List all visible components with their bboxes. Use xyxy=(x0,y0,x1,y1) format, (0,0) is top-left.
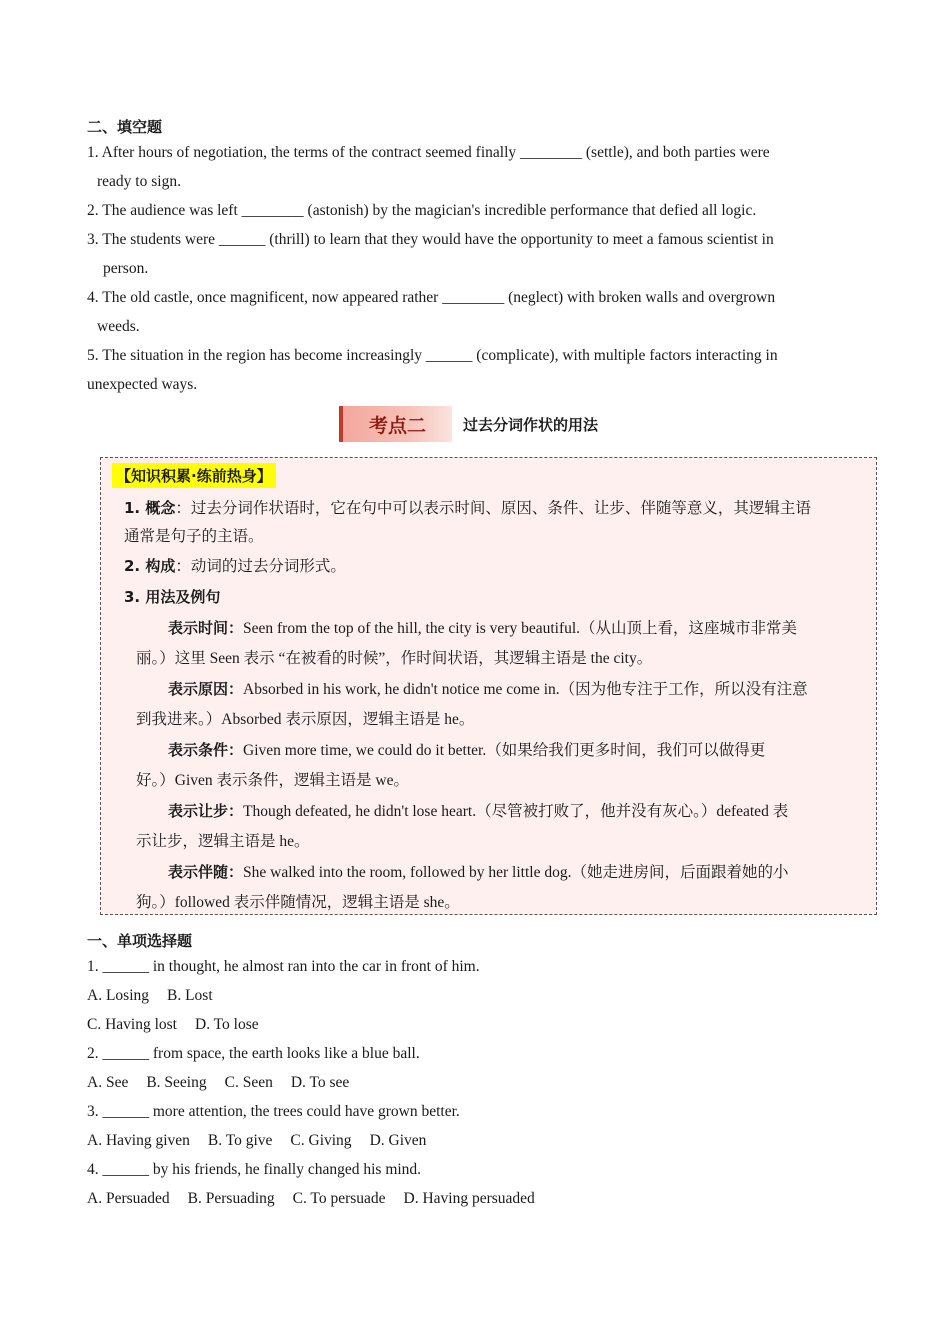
concept-line-2: 通常是句子的主语。 xyxy=(124,528,264,545)
concept-line xyxy=(124,493,864,524)
question-4-stem: 4. ______ by his friends, he finally changed his mind. xyxy=(87,1161,422,1178)
example-text: Absorbed in his work, he didn't notice me come in.（因为他专注于工作，所以没有注意 xyxy=(243,681,808,698)
option-a[interactable]: A. Losing xyxy=(87,987,149,1004)
option-b[interactable]: B. Persuading xyxy=(187,1190,275,1207)
example-label: 表示原因： xyxy=(168,680,244,698)
example-text: Though defeated, he didn't lose heart.（尽管被打败了，他并没有灰心。）defeated 表 xyxy=(243,803,789,820)
example-concession xyxy=(136,796,864,857)
fill-item-1 xyxy=(87,138,863,196)
option-d[interactable]: D. Given xyxy=(369,1132,427,1149)
example-text-cont: 丽。）这里 Seen 表示 “在被看的时候”，作时间状语，其逻辑主语是 the city。 xyxy=(136,650,653,667)
form-text: ：动词的过去分词形式。 xyxy=(175,558,346,575)
fill-item-text: 1. After hours of negotiation, the terms of the contract seemed finally ________ (settle), and both parties were xyxy=(87,144,770,161)
option-c[interactable]: C. Having lost xyxy=(87,1016,177,1033)
fill-item-text-cont: person. xyxy=(103,260,149,277)
fill-item-2 xyxy=(87,196,863,225)
fill-item-text: 2. The audience was left ________ (astonish) by the magician's incredible performance that defied all logic. xyxy=(87,202,757,219)
example-label: 表示条件： xyxy=(168,741,244,759)
question-1-options-row-1 xyxy=(87,981,231,1010)
example-label: 表示时间： xyxy=(168,619,244,637)
question-2-options xyxy=(87,1068,367,1097)
form-line xyxy=(124,551,864,582)
question-3-stem: 3. ______ more attention, the trees could have grown better. xyxy=(87,1103,460,1120)
question-2-stem: 2. ______ from space, the earth looks like a blue ball. xyxy=(87,1045,420,1062)
example-condition xyxy=(136,735,864,796)
option-d[interactable]: D. To lose xyxy=(195,1016,259,1033)
question-3-options xyxy=(87,1126,444,1155)
option-d[interactable]: D. To see xyxy=(290,1074,350,1091)
example-reason xyxy=(136,674,864,735)
question-1-options-row-2 xyxy=(87,1010,277,1039)
example-text: Seen from the top of the hill, the city is very beautiful.（从山顶上看，这座城市非常美 xyxy=(243,620,798,637)
fill-item-3 xyxy=(87,225,863,283)
option-a[interactable]: A. Having given xyxy=(87,1132,190,1149)
question-1-stem: 1. ______ in thought, he almost ran into the car in front of him. xyxy=(87,958,480,975)
example-label: 表示伴随： xyxy=(168,863,244,881)
example-time xyxy=(136,613,864,674)
concept-text: ：过去分词作状语时，它在句中可以表示时间、原因、条件、让步、伴随等意义，其逻辑主语 xyxy=(175,500,811,517)
example-text: Given more time, we could do it better.（如果给我们更多时间，我们可以做得更 xyxy=(243,742,766,759)
fill-item-4 xyxy=(87,283,863,341)
fill-item-5 xyxy=(87,341,863,399)
question-4-options xyxy=(87,1184,553,1213)
option-c[interactable]: C. Giving xyxy=(290,1132,352,1149)
option-d[interactable]: D. Having persuaded xyxy=(403,1190,535,1207)
topic-banner xyxy=(339,406,452,442)
option-b[interactable]: B. Seeing xyxy=(146,1074,207,1091)
fill-item-text-cont: unexpected ways. xyxy=(87,376,198,393)
option-b[interactable]: B. Lost xyxy=(167,987,213,1004)
example-text: She walked into the room, followed by her little dog.（她走进房间，后面跟着她的小 xyxy=(243,864,789,881)
option-c[interactable]: C. Seen xyxy=(224,1074,273,1091)
example-accompany xyxy=(136,857,864,918)
example-text-cont: 示让步，逻辑主语是 he。 xyxy=(136,833,310,850)
fill-item-text: 4. The old castle, once magnificent, now appeared rather ________ (neglect) with broken walls and overgrown xyxy=(87,289,776,306)
example-text-cont: 狗。）followed 表示伴随情况，逻辑主语是 she。 xyxy=(136,894,460,911)
form-label: 2. 构成 xyxy=(124,557,176,575)
concept-label: 1. 概念 xyxy=(124,499,176,517)
knowledge-tag: 【知识积累·练前热身】 xyxy=(112,463,276,488)
option-c[interactable]: C. To persuade xyxy=(292,1190,386,1207)
usage-label-text: 3. 用法及例句 xyxy=(124,588,221,606)
fill-item-text-cont: weeds. xyxy=(97,318,140,335)
option-b[interactable]: B. To give xyxy=(207,1132,273,1149)
example-text-cont: 好。）Given 表示条件，逻辑主语是 we。 xyxy=(136,772,409,789)
choice-section-heading: 一、单项选择题 xyxy=(87,932,193,950)
option-a[interactable]: A. Persuaded xyxy=(87,1190,170,1207)
fill-item-text-cont: ready to sign. xyxy=(97,173,181,190)
option-a[interactable]: A. See xyxy=(87,1074,129,1091)
usage-label xyxy=(124,582,864,613)
fill-item-text: 5. The situation in the region has become increasingly ______ (complicate), with multiple factors interacting in xyxy=(87,347,778,364)
topic-banner-tag: 考点二 xyxy=(368,414,426,437)
example-label: 表示让步： xyxy=(168,802,244,820)
fill-section-heading: 二、填空题 xyxy=(87,118,163,136)
topic-title: 过去分词作状的用法 xyxy=(463,416,599,434)
example-text-cont: 到我进来。）Absorbed 表示原因，逻辑主语是 he。 xyxy=(136,711,475,728)
fill-item-text: 3. The students were ______ (thrill) to learn that they would have the opportunity to meet a famous scientist in xyxy=(87,231,774,248)
